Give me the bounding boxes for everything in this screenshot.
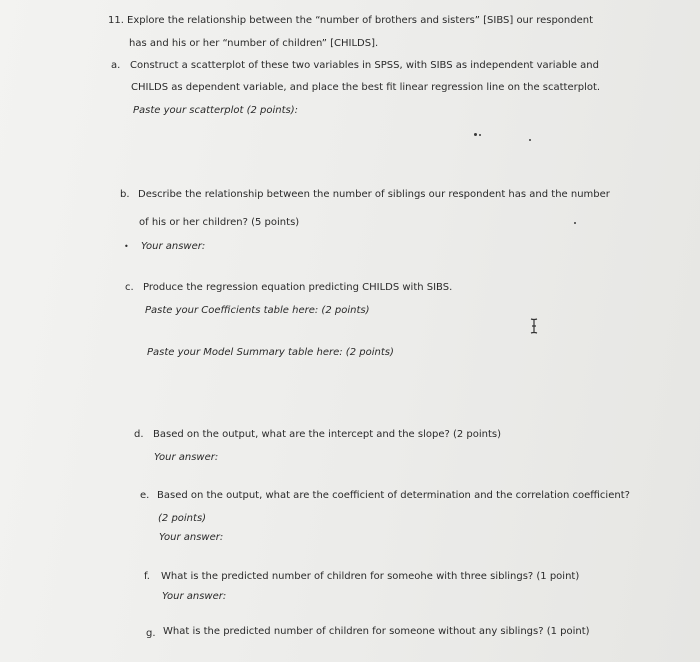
part-e-line2: (2 points) [158,513,207,524]
part-e-line1: Based on the output, what are the coefficient of determination and the correlation coefficient? [157,490,630,501]
part-f-answer[interactable]: Your answer: [162,591,227,602]
bullet: • [124,242,129,251]
text-cursor-icon [529,318,539,334]
part-c-model-summary-prompt: Paste your Model Summary table here: (2 points) [147,347,394,358]
part-a-paste-prompt: Paste your scatterplot (2 points): [133,105,298,116]
part-b-line1: Describe the relationship between the number of siblings our respondent has and the number [138,189,610,200]
part-g-label: g. [146,628,156,639]
part-c-line1: Produce the regression equation predicting CHILDS with SIBS. [143,282,453,293]
part-a-label: a. [111,60,121,71]
part-c-coefficients-prompt: Paste your Coefficients table here: (2 points) [145,305,370,316]
part-f-label: f. [144,571,150,582]
part-d-line1: Based on the output, what are the intercept and the slope? (2 points) [153,429,502,440]
part-f-line1: What is the predicted number of children for someohe with three siblings? (1 point) [161,571,580,582]
stray-mark [479,134,481,136]
part-a-line1: Construct a scatterplot of these two variables in SPSS, with SIBS as independent variable and [130,60,599,71]
part-a-line2: CHILDS as dependent variable, and place the best fit linear regression line on the scatterplot. [131,82,601,93]
part-b-label: b. [120,189,130,200]
part-g-line1: What is the predicted number of children for someone without any siblings? (1 point) [163,626,590,637]
part-c-label: c. [125,282,134,293]
part-d-label: d. [134,429,144,440]
stray-mark [529,139,531,141]
part-b-line2: of his or her children? (5 points) [139,217,300,228]
question-text-line2: has and his or her “number of children” [CHILDS]. [129,38,379,49]
question-number: 11. [108,15,124,26]
part-d-answer[interactable]: Your answer: [154,452,219,463]
part-b-answer[interactable]: Your answer: [141,241,206,252]
part-e-answer[interactable]: Your answer: [159,532,224,543]
stray-mark [474,133,477,136]
question-text-line1: Explore the relationship between the “number of brothers and sisters” [SIBS] our respondent [127,15,594,26]
stray-mark [574,222,576,224]
part-e-label: e. [140,490,150,501]
